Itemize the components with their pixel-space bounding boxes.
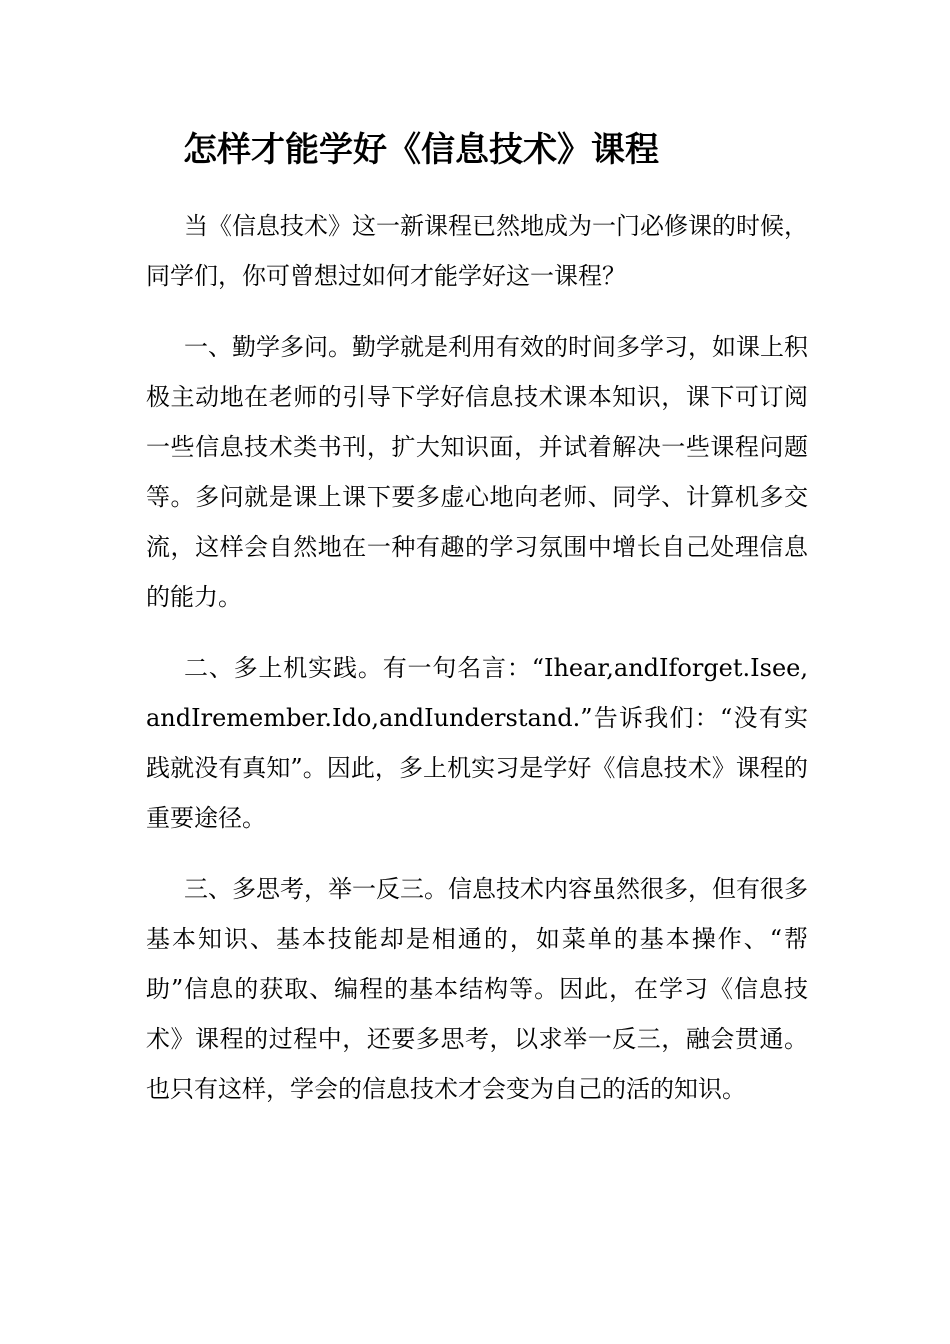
paragraph-point-two: 二、多上机实践。有一句名言：“Ihear,andIforget.Isee,andIremember.Ido,andIunderstand.”告诉我们：“没有实践就没有真知”。因此，多上机实习是学好《信息技术》课程的重要途径。 — [146, 654, 808, 832]
paragraph-point-three: 三、多思考，举一反三。信息技术内容虽然很多，但有很多基本知识、基本技能却是相通的，如菜单的基本操作、“帮助”信息的获取、编程的基本结构等。因此，在学习《信息技术》课程的过程中，还要多思考，以求举一反三，融会贯通。也只有这样，学会的信息技术才会变为自己的活的知识。 — [146, 875, 808, 1103]
paragraph-point-one: 一、勤学多问。勤学就是利用有效的时间多学习，如课上积极主动地在老师的引导下学好信息技术课本知识，课下可订阅一些信息技术类书刊，扩大知识面，并试着解决一些课程问题等。多问就是课上课下要多虚心地向老师、同学、计算机多交流，这样会自然地在一种有趣的学习氛围中增长自己处理信息的能力。 — [146, 333, 808, 611]
document-title: 怎样才能学好《信息技术》课程 — [183, 130, 659, 170]
document-body — [146, 201, 808, 1135]
paragraph-intro: 当《信息技术》这一新课程已然地成为一门必修课的时候，同学们，你可曾想过如何才能学好这一课程？ — [146, 212, 808, 290]
